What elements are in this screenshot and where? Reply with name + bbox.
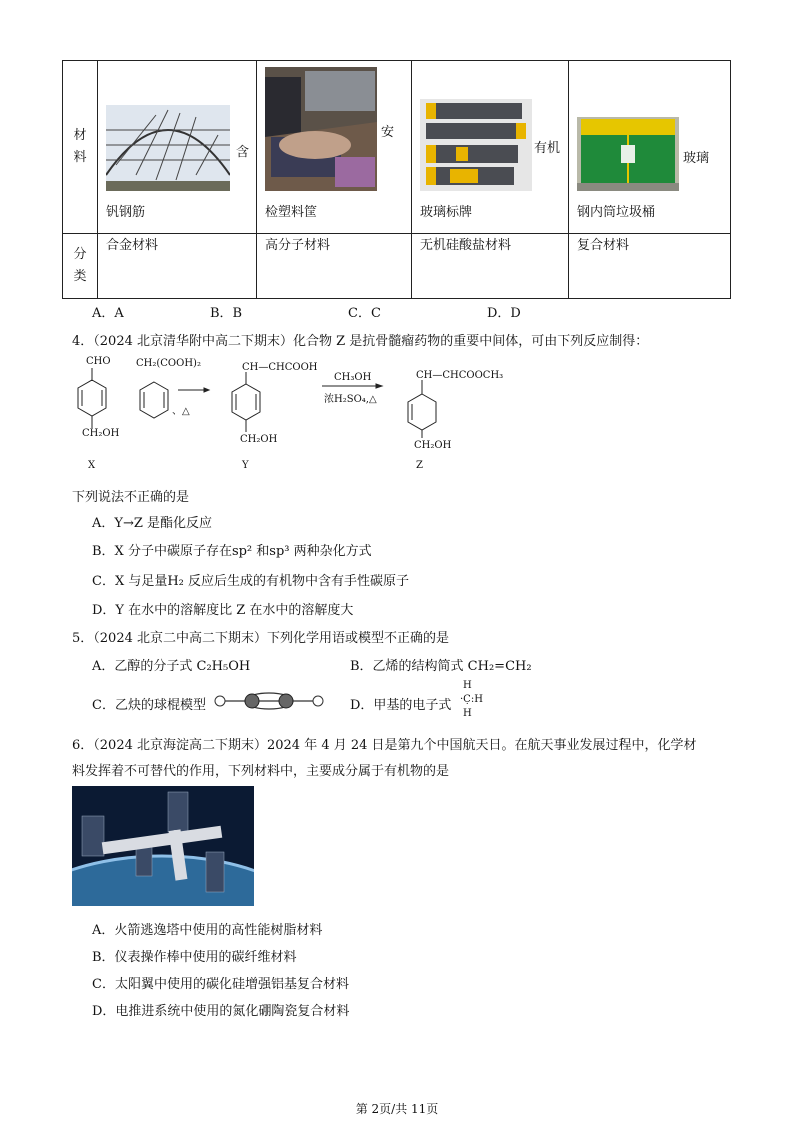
security-basket-image — [265, 67, 377, 191]
q3-option-c[interactable]: C．C — [348, 306, 381, 321]
material-caption: 检塑料筐 — [265, 205, 318, 220]
q6-stem-line1: 6．（2024 北京海淀高二下期末）2024 年 4 月 24 日是第九个中国航天日。在航天事业发展过程中，化学材 — [72, 738, 697, 753]
category-cell: 高分子材料 — [257, 234, 412, 299]
q3-option-b[interactable]: B．B — [210, 306, 243, 321]
glass-sign-image — [420, 99, 532, 191]
q5-option-a[interactable]: A．乙醇的分子式 C₂H₅OH — [92, 659, 251, 674]
steel-structure-image — [106, 105, 230, 191]
page-footer: 第 2页/共 11页 — [355, 1102, 439, 1116]
x-top-group: CHO — [86, 356, 111, 367]
condition-2: 浓H₂SO₄,△ — [324, 394, 377, 405]
y-label: Y — [242, 460, 249, 471]
q5-stem: 5．（2024 北京二中高二下期末）下列化学用语或模型不正确的是 — [72, 631, 449, 646]
x-bottom-group: CH₂OH — [82, 428, 120, 439]
q4-option-d[interactable]: D．Y 在水中的溶解度比 Z 在水中的溶解度大 — [92, 603, 354, 618]
material-caption: 玻璃标牌 — [420, 205, 473, 220]
cell-vanadium-steel — [98, 61, 257, 234]
q4-stem: 4．（2024 北京清华附中高二下期末）化合物 Z 是抗骨髓瘤药物的重要中间体，可由下列反应制得： — [72, 334, 649, 349]
methyl-h-top: H — [463, 680, 472, 691]
z-top-group: CH—CHCOOCH₃ — [416, 370, 504, 381]
materials-table — [62, 60, 731, 299]
q4-option-c[interactable]: C．X 与足量H₂ 反应后生成的有机物中含有手性碳原子 — [92, 574, 410, 589]
condition-1: 、△ — [172, 406, 190, 417]
q4-option-a[interactable]: A．Y→Z 是酯化反应 — [92, 516, 213, 531]
q6-option-c[interactable]: C．太阳翼中使用的碳化硅增强铝基复合材料 — [92, 977, 349, 992]
q4-option-b[interactable]: B．X 分子中碳原子存在sp² 和sp³ 两种杂化方式 — [92, 544, 372, 559]
space-station-image — [72, 786, 254, 906]
q6-option-d[interactable]: D．电推进系统中使用的氮化硼陶瓷复合材料 — [92, 1004, 350, 1019]
q6-option-b[interactable]: B．仪表操作棒中使用的碳纤维材料 — [92, 950, 297, 965]
acetylene-ball-stick-model — [214, 688, 324, 714]
material-caption: 钒钢筋 — [106, 205, 146, 220]
z-label: Z — [416, 460, 423, 471]
q5-option-b[interactable]: B．乙烯的结构简式 CH₂=CH₂ — [350, 659, 532, 674]
q6-stem-line2: 料发挥着不可替代的作用，下列材料中，主要成分属于有机物的是 — [72, 764, 450, 779]
category-cell: 无机硅酸盐材料 — [412, 234, 569, 299]
cell-side-text: 有机 — [534, 141, 561, 156]
cell-plastic-basket — [257, 61, 412, 234]
cell-side-text: 含 — [236, 145, 250, 160]
reagent-methanol: CH₃OH — [334, 372, 372, 383]
cell-glass-sign — [412, 61, 569, 234]
q5-option-d[interactable]: D．甲基的电子式 — [350, 698, 452, 713]
methyl-center: ·C̣:H — [460, 694, 483, 705]
category-cell: 复合材料 — [569, 234, 731, 299]
q3-option-d[interactable]: D．D — [487, 306, 521, 321]
cell-side-text: 安 — [381, 125, 395, 140]
reagent-malonic-acid: CH₂(COOH)₂ — [136, 358, 201, 369]
reaction-scheme — [66, 350, 566, 480]
cell-side-text: 玻璃 — [683, 151, 710, 166]
y-top-group: CH—CHCOOH — [242, 362, 318, 373]
q5-option-c[interactable]: C．乙炔的球棍模型 — [92, 698, 206, 713]
trash-bin-image — [577, 117, 679, 191]
y-bottom-group: CH₂OH — [240, 434, 278, 445]
x-label: X — [88, 460, 96, 471]
row-header-category: 分 类 — [63, 234, 98, 299]
z-bottom-group: CH₂OH — [414, 440, 452, 451]
methyl-h-bottom: H — [463, 708, 472, 719]
q6-option-a[interactable]: A．火箭逃逸塔中使用的高性能树脂材料 — [92, 923, 323, 938]
row-header-material: 材 料 — [63, 61, 98, 234]
q4-prompt: 下列说法不正确的是 — [72, 490, 190, 505]
q3-option-a[interactable]: A．A — [92, 306, 124, 321]
material-caption: 钢内筒垃圾桶 — [577, 205, 656, 220]
category-cell: 合金材料 — [98, 234, 257, 299]
cell-trash-bin — [569, 61, 731, 234]
